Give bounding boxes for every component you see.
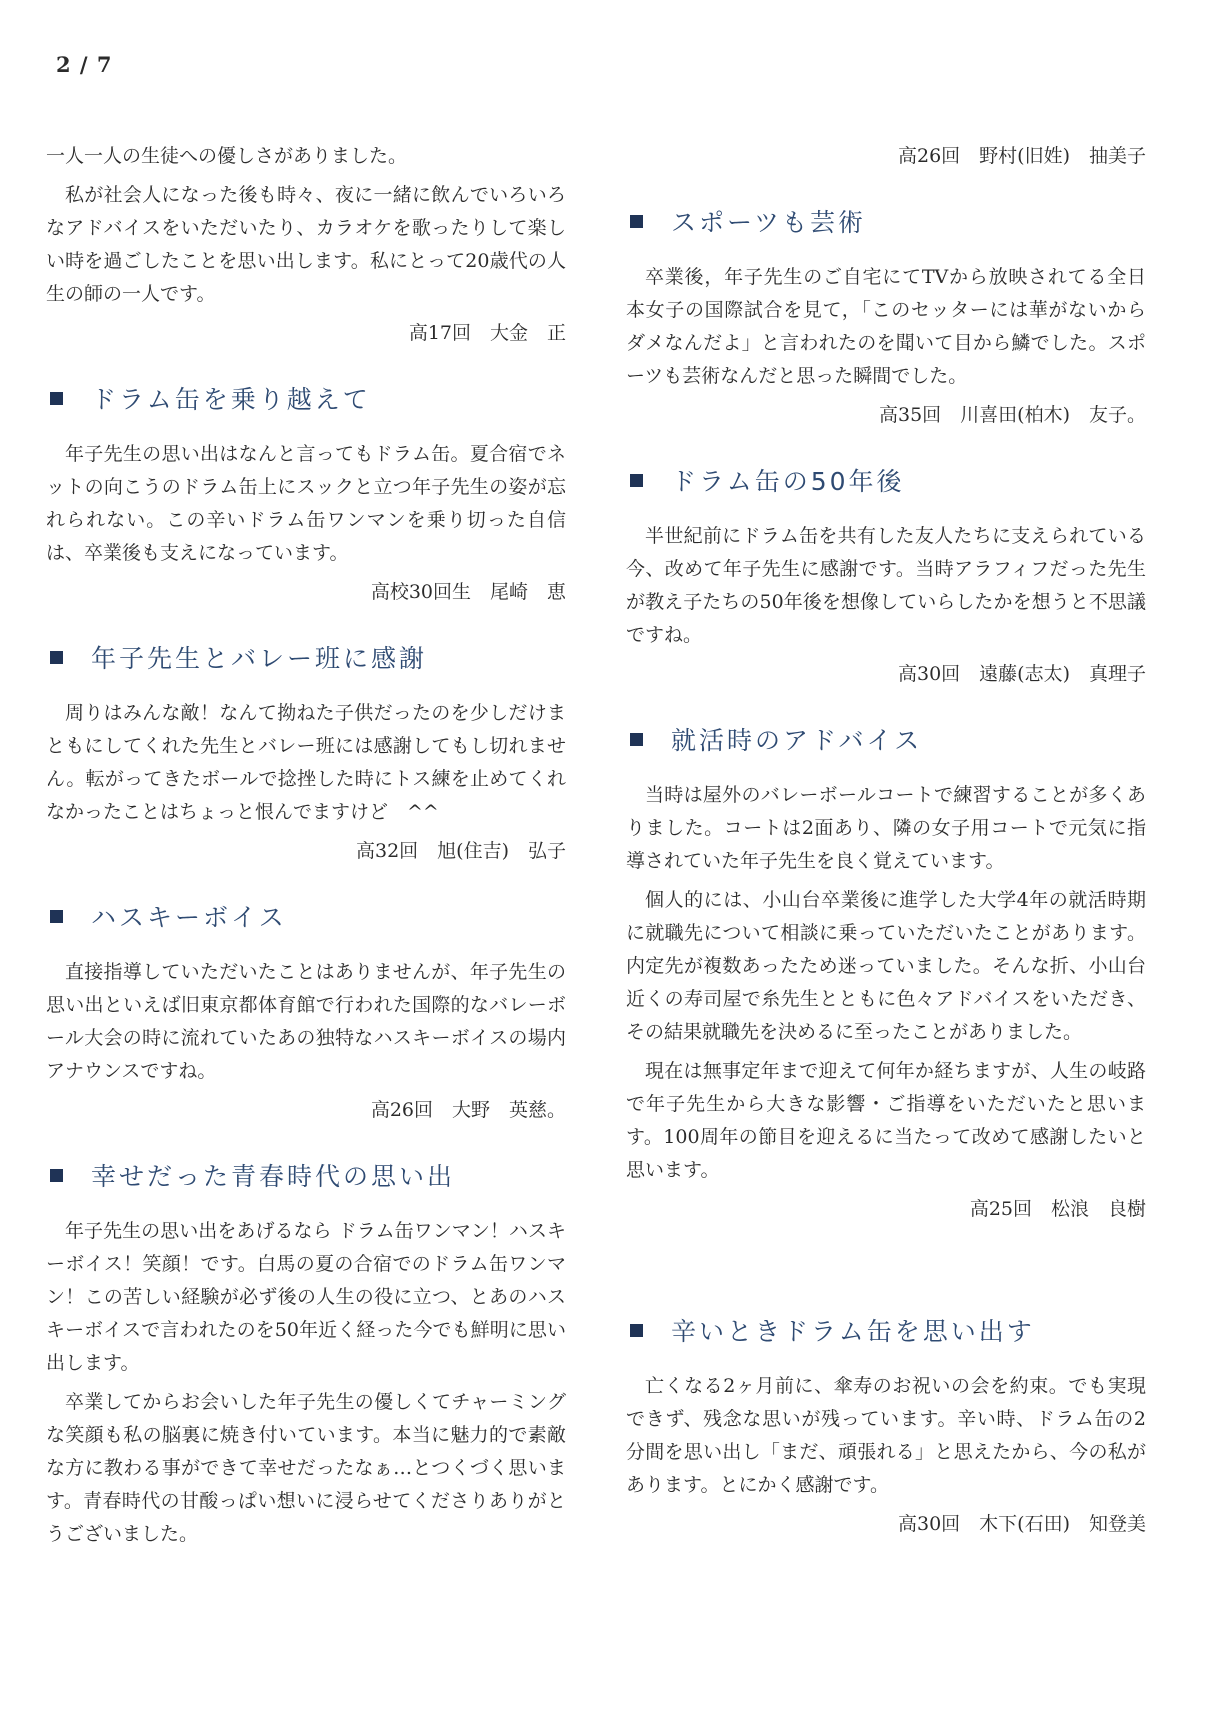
section-signature: 高35回 川喜田(柏木) 友子。 xyxy=(878,404,1146,426)
section-heading-husky-voice xyxy=(46,898,566,934)
section-paragraph: 卒業後，年子先生のご自宅にてTVから放映されてる全日本女子の国際試合を見て，「このセッターには華がないからダメなんだよ」と言われたのを聞いて目から鱗でした。スポーツも芸術なんだと思った瞬間でした。 xyxy=(626,266,1146,387)
section-paragraph: 直接指導していただいたことはありませんが、年子先生の思い出といえば旧東京都体育館で行われた国際的なバレーボール大会の時に流れていたあの独特なハスキーボイスの場内アナウンスですね。 xyxy=(46,961,566,1082)
right-column xyxy=(626,140,1146,1541)
section-paragraph: 年子先生の思い出はなんと言ってもドラム缶。夏合宿でネットの向こうのドラム缶上にスックと立つ年子先生の姿が忘れられない。この辛いドラム缶ワンマンを乗り切った自信は、卒業後も支えになっています。 xyxy=(46,443,566,564)
section-paragraph: 卒業してからお会いした年子先生の優しくてチャーミングな笑顔も私の脳裏に焼き付いています。本当に魅力的で素敵な方に教わる事ができて幸せだったなぁ…とつくづく思います。青春時代の甘酸っぱい想いに浸らせてくださりありがとうございました。 xyxy=(46,1391,566,1545)
section-paragraph: 現在は無事定年まで迎えて何年か経ちますが、人生の岐路で年子先生から大きな影響・ご指導をいただいたと思います。100周年の節目を迎えるに当たって改めて感謝したいと思います。 xyxy=(626,1060,1146,1181)
intro-signature: 高17回 大金 正 xyxy=(408,322,566,344)
section-title: ドラム缶を乗り越えて xyxy=(91,385,371,414)
section-signature: 高25回 松浪 良樹 xyxy=(969,1198,1146,1220)
square-bullet-icon xyxy=(50,910,63,923)
section-paragraph: 個人的には、小山台卒業後に進学した大学4年の就活時期に就職先について相談に乗っていただいたことがあります。内定先が複数あったため迷っていました。そんな折、小山台近くの寿司屋で糸先生とともに色々アドバイスをいただき、その結果就職先を決めるに至ったことがありました。 xyxy=(626,889,1146,1043)
top-signature: 高26回 野村(旧姓) 抽美子 xyxy=(897,145,1146,167)
section-heading-thanks-volleyball xyxy=(46,639,566,675)
section-paragraph: 半世紀前にドラム缶を共有した友人たちに支えられている今、改めて年子先生に感謝です。当時アラフィフだった先生が教え子たちの50年後を想像していらしたかを想うと不思議ですね。 xyxy=(626,525,1146,646)
left-column xyxy=(46,140,566,1557)
square-bullet-icon xyxy=(50,392,63,405)
section-heading-job-hunting-advice xyxy=(626,721,1146,757)
square-bullet-icon xyxy=(630,474,643,487)
section-paragraph: 当時は屋外のバレーボールコートで練習することが多くありました。コートは2面あり、隣の女子用コートで元気に指導されていた年子先生を良く覚えています。 xyxy=(626,784,1146,872)
intro-paragraph-1: 一人一人の生徒への優しさがありました。 xyxy=(46,145,408,167)
section-title: 就活時のアドバイス xyxy=(671,726,923,755)
square-bullet-icon xyxy=(50,651,63,664)
section-title: ドラム缶の50年後 xyxy=(671,467,905,496)
section-title: 年子先生とバレー班に感謝 xyxy=(91,644,428,673)
section-heading-youth-memories xyxy=(46,1157,566,1193)
section-title: ハスキーボイス xyxy=(91,903,287,932)
section-paragraph: 周りはみんな敵！なんて拗ねた子供だったのを少しだけまともにしてくれた先生とバレー班には感謝してもし切れません。転がってきたボールで捻挫した時にトス練を止めてくれなかったことはちょっと恨んでますけど ^^ xyxy=(46,702,566,823)
section-title: スポーツも芸術 xyxy=(671,208,867,237)
intro-paragraph-2: 私が社会人になった後も時々、夜に一緒に飲んでいろいろなアドバイスをいただいたり、カラオケを歌ったりして楽しい時を過ごしたことを思い出します。私にとって20歳代の人生の師の一人です。 xyxy=(46,184,566,305)
spacer xyxy=(626,1226,1146,1282)
section-title: 幸せだった青春時代の思い出 xyxy=(91,1162,456,1191)
page-number: 2 / 7 xyxy=(56,52,113,77)
section-heading-drum-50-years xyxy=(626,462,1146,498)
section-signature: 高30回 遠藤(志太) 真理子 xyxy=(897,663,1146,685)
section-heading-drum-overcome xyxy=(46,380,566,416)
section-signature: 高校30回生 尾崎 恵 xyxy=(370,581,566,603)
section-signature: 高30回 木下(石田) 知登美 xyxy=(897,1513,1146,1535)
section-paragraph: 亡くなる2ヶ月前に、傘寿のお祝いの会を約束。でも実現できず、残念な思いが残っています。辛い時、ドラム缶の2分間を思い出し「まだ、頑張れる」と思えたから、今の私があります。とにかく感謝です。 xyxy=(626,1375,1146,1496)
section-heading-sports-art xyxy=(626,203,1146,239)
section-signature: 高26回 大野 英慈。 xyxy=(370,1099,566,1121)
square-bullet-icon xyxy=(630,733,643,746)
section-paragraph: 年子先生の思い出をあげるなら ドラム缶ワンマン！ハスキーボイス！笑顔！です。白馬の夏の合宿でのドラム缶ワンマン！この苦しい経験が必ず後の人生の役に立つ、とあのハスキーボイスで言われたのを50年近く経った今でも鮮明に思い出します。 xyxy=(46,1220,566,1374)
square-bullet-icon xyxy=(50,1169,63,1182)
section-title: 辛いときドラム缶を思い出す xyxy=(671,1317,1035,1346)
section-signature: 高32回 旭(住吉) 弘子 xyxy=(355,840,566,862)
square-bullet-icon xyxy=(630,215,643,228)
section-heading-remember-drum xyxy=(626,1312,1146,1348)
square-bullet-icon xyxy=(630,1324,643,1337)
